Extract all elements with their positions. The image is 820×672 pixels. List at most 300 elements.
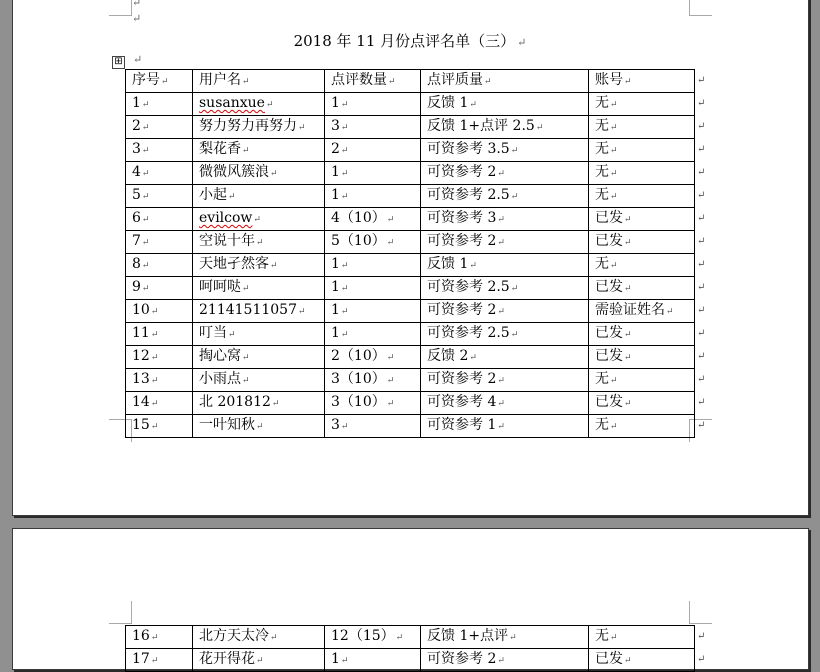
cell-end-mark: ↵: [497, 238, 505, 248]
cell-end-mark: ↵: [340, 100, 349, 110]
cell-number[interactable]: [126, 323, 193, 346]
cell-review-quality[interactable]: [421, 185, 589, 208]
cell-account[interactable]: [589, 346, 695, 369]
cell-review-count[interactable]: [325, 300, 421, 323]
cell-text: 21141511057: [199, 302, 297, 318]
cell-number[interactable]: [126, 277, 193, 300]
cell-username[interactable]: [193, 162, 325, 185]
cell-text: 可资参考 2: [427, 651, 497, 667]
header-number[interactable]: [126, 70, 193, 93]
cell-end-mark: ↵: [610, 192, 618, 202]
cell-review-count[interactable]: [325, 231, 421, 254]
table-row: [126, 277, 695, 300]
cell-end-mark: ↵: [150, 633, 159, 643]
cell-text: 空说十年: [199, 233, 255, 249]
cell-username[interactable]: [193, 185, 325, 208]
cell-text: 17: [132, 651, 150, 667]
cell-end-mark: ↵: [510, 192, 519, 202]
cell-end-mark: ↵: [150, 330, 159, 340]
cell-review-count[interactable]: [325, 392, 421, 415]
cell-text: 呵呵哒: [199, 279, 241, 295]
table-row: [126, 162, 695, 185]
cell-text: 北 201812: [199, 394, 271, 410]
cell-end-mark: ↵: [270, 169, 278, 179]
table-row: [126, 93, 695, 116]
cell-number[interactable]: [126, 300, 193, 323]
cell-end-mark: ↵: [298, 123, 306, 133]
cell-text: susanxue: [199, 95, 265, 111]
cell-text: 天地孑然客: [199, 256, 269, 272]
cell-review-count[interactable]: [325, 185, 421, 208]
cell-text: 5: [132, 187, 141, 203]
cell-end-mark: ↵: [242, 146, 250, 156]
review-list-table: [125, 69, 695, 438]
cell-end-mark: ↵: [388, 77, 396, 87]
cell-username[interactable]: [193, 323, 325, 346]
cell-text: 无: [595, 164, 609, 180]
cell-text: 可资参考 3: [427, 210, 497, 226]
table-row: [126, 231, 695, 254]
row-end-mark: ↵: [697, 74, 706, 86]
cell-review-count[interactable]: [325, 139, 421, 162]
table-row: [126, 300, 695, 323]
row-end-mark: ↵: [697, 212, 706, 224]
cell-text: 4（10）: [331, 210, 386, 226]
table-row: [126, 254, 695, 277]
cell-number[interactable]: [126, 139, 193, 162]
table-row: [126, 346, 695, 369]
review-list-table-continued: [125, 625, 695, 672]
row-end-mark: ↵: [697, 166, 706, 178]
cell-end-mark: ↵: [610, 146, 618, 156]
cell-text: 无: [595, 417, 609, 433]
cell-text: 3（10）: [331, 394, 386, 410]
cell-text: 5（10）: [331, 233, 386, 249]
cell-text: 1: [132, 95, 141, 111]
cell-end-mark: ↵: [150, 399, 159, 409]
cell-review-quality[interactable]: [421, 626, 589, 649]
cell-number[interactable]: [126, 93, 193, 116]
cell-account[interactable]: [589, 626, 695, 649]
cell-end-mark: ↵: [610, 261, 618, 271]
cell-text: 反馈 1+点评 2.5: [427, 118, 535, 134]
cell-end-mark: ↵: [271, 399, 280, 409]
cell-review-count[interactable]: [325, 369, 421, 392]
cell-review-quality[interactable]: [421, 300, 589, 323]
cell-end-mark: ↵: [497, 169, 505, 179]
cell-text: 账号: [595, 72, 623, 88]
cell-text: 无: [595, 141, 609, 157]
cell-review-quality[interactable]: [421, 93, 589, 116]
cell-account[interactable]: [589, 369, 695, 392]
cell-end-mark: ↵: [624, 238, 632, 248]
cell-text: 小雨点: [199, 371, 241, 387]
cell-end-mark: ↵: [510, 284, 519, 294]
cell-text: 10: [132, 302, 150, 318]
cell-end-mark: ↵: [150, 307, 159, 317]
cell-account[interactable]: [589, 231, 695, 254]
cell-text: 可资参考 2: [427, 302, 497, 318]
cell-end-mark: ↵: [469, 353, 477, 363]
cell-end-mark: ↵: [497, 656, 505, 666]
cell-end-mark: ↵: [340, 146, 349, 156]
cell-text: 13: [132, 371, 150, 387]
cell-account[interactable]: [589, 93, 695, 116]
cell-end-mark: ↵: [610, 633, 618, 643]
cell-end-mark: ↵: [497, 422, 505, 432]
crop-mark-top-left: [109, 0, 132, 16]
cell-text: 梨花香: [199, 141, 241, 157]
document-title-text: 2018 年 11 月份点评名单（三）: [293, 32, 516, 50]
cell-text: 1: [331, 279, 340, 295]
cell-end-mark: ↵: [510, 146, 519, 156]
row-end-mark: ↵: [697, 396, 706, 408]
cell-text: 15: [132, 417, 150, 433]
cell-username[interactable]: [193, 116, 325, 139]
cell-account[interactable]: [589, 277, 695, 300]
cell-review-count[interactable]: [325, 415, 421, 438]
cell-text: 序号: [132, 72, 160, 88]
row-end-mark: ↵: [697, 327, 706, 339]
cell-end-mark: ↵: [253, 215, 261, 225]
cell-end-mark: ↵: [386, 238, 395, 248]
cell-end-mark: ↵: [497, 399, 505, 409]
cell-end-mark: ↵: [141, 192, 150, 202]
cell-number[interactable]: [126, 208, 193, 231]
cell-text: 用户名: [199, 72, 241, 88]
cell-end-mark: ↵: [386, 376, 395, 386]
cell-account[interactable]: [589, 323, 695, 346]
cell-text: 叮当: [199, 325, 227, 341]
table-move-handle[interactable]: ⊞: [112, 56, 125, 69]
cell-text: 1: [331, 651, 340, 667]
cell-text: 花开得花: [199, 651, 255, 667]
cell-review-count[interactable]: [325, 93, 421, 116]
cell-review-count[interactable]: [325, 649, 421, 672]
cell-end-mark: ↵: [624, 77, 632, 87]
cell-text: 反馈 1: [427, 95, 469, 111]
cell-text: 已发: [595, 279, 623, 295]
cell-text: 11: [132, 325, 150, 341]
cell-review-quality[interactable]: [421, 369, 589, 392]
cell-number[interactable]: [126, 346, 193, 369]
cell-end-mark: ↵: [610, 169, 618, 179]
cell-text: 1: [331, 187, 340, 203]
cell-end-mark: ↵: [150, 376, 159, 386]
cell-text: 小起: [199, 187, 227, 203]
cell-number[interactable]: [126, 626, 193, 649]
cell-number[interactable]: [126, 231, 193, 254]
cell-text: 无: [595, 371, 609, 387]
row-end-mark: ↵: [697, 189, 706, 201]
cell-account[interactable]: [589, 649, 695, 672]
cell-review-quality[interactable]: [421, 277, 589, 300]
table-row: [126, 626, 695, 649]
table-row: [126, 185, 695, 208]
cell-username[interactable]: [193, 139, 325, 162]
cell-end-mark: ↵: [386, 399, 395, 409]
cell-text: 已发: [595, 394, 623, 410]
row-end-mark: ↵: [697, 97, 706, 109]
cell-username[interactable]: [193, 392, 325, 415]
cell-account[interactable]: [589, 162, 695, 185]
cell-text: 无: [595, 628, 609, 644]
cell-end-mark: ↵: [242, 284, 250, 294]
cell-text: 一叶知秋: [199, 417, 255, 433]
cell-username[interactable]: [193, 300, 325, 323]
cell-number[interactable]: [126, 649, 193, 672]
header-account[interactable]: [589, 70, 695, 93]
cell-text: 可资参考 4: [427, 394, 497, 410]
cell-end-mark: ↵: [624, 215, 632, 225]
cell-review-count[interactable]: [325, 254, 421, 277]
paragraph-mark: ↵: [133, 53, 143, 66]
cell-end-mark: ↵: [270, 261, 278, 271]
crop-mark-top-right: [689, 0, 712, 16]
cell-end-mark: ↵: [228, 330, 236, 340]
cell-review-count[interactable]: [325, 626, 421, 649]
cell-end-mark: ↵: [340, 656, 349, 666]
cell-text: 已发: [595, 210, 623, 226]
cell-text: 16: [132, 628, 150, 644]
cell-end-mark: ↵: [624, 399, 632, 409]
cell-review-count[interactable]: [325, 162, 421, 185]
cell-account[interactable]: [589, 185, 695, 208]
cell-end-mark: ↵: [141, 261, 150, 271]
cell-end-mark: ↵: [666, 307, 674, 317]
cell-review-quality[interactable]: [421, 649, 589, 672]
cell-text: 2（10）: [331, 348, 386, 364]
cell-username[interactable]: [193, 649, 325, 672]
cell-text: 掏心窝: [199, 348, 241, 364]
header-review-count[interactable]: [325, 70, 421, 93]
cell-end-mark: ↵: [624, 656, 632, 666]
cell-text: 已发: [595, 325, 623, 341]
cell-end-mark: ↵: [610, 123, 618, 133]
cell-end-mark: ↵: [141, 284, 150, 294]
cell-text: 12（15）: [331, 628, 395, 644]
cell-text: 1: [331, 325, 340, 341]
cell-end-mark: ↵: [141, 146, 150, 156]
cell-text: 可资参考 3.5: [427, 141, 510, 157]
cell-end-mark: ↵: [256, 238, 264, 248]
cell-account[interactable]: [589, 392, 695, 415]
cell-text: 可资参考 2: [427, 233, 497, 249]
cell-end-mark: ↵: [340, 307, 349, 317]
cell-text: 需验证姓名: [595, 302, 665, 318]
cell-text: 3: [132, 141, 141, 157]
cell-end-mark: ↵: [141, 123, 150, 133]
cell-text: 已发: [595, 233, 623, 249]
table-row: [126, 369, 695, 392]
cell-text: 无: [595, 95, 609, 111]
cell-text: 可资参考 2: [427, 164, 497, 180]
cell-end-mark: ↵: [497, 376, 505, 386]
row-end-mark: ↵: [697, 258, 706, 270]
cell-end-mark: ↵: [242, 376, 250, 386]
cell-end-mark: ↵: [141, 169, 150, 179]
cell-text: 无: [595, 118, 609, 134]
cell-end-mark: ↵: [624, 353, 632, 363]
cell-review-quality[interactable]: [421, 208, 589, 231]
cell-text: 3: [331, 417, 340, 433]
cell-text: 1: [331, 302, 340, 318]
cell-number[interactable]: [126, 415, 193, 438]
cell-end-mark: ↵: [256, 656, 264, 666]
cell-review-quality[interactable]: [421, 392, 589, 415]
cell-end-mark: ↵: [340, 422, 349, 432]
cell-username[interactable]: [193, 254, 325, 277]
cell-end-mark: ↵: [497, 215, 505, 225]
cell-username[interactable]: [193, 346, 325, 369]
cell-text: 3（10）: [331, 371, 386, 387]
cell-text: 点评数量: [331, 72, 387, 88]
cell-text: 4: [132, 164, 141, 180]
cell-review-count[interactable]: [325, 116, 421, 139]
cell-username[interactable]: [193, 93, 325, 116]
document-title: [0, 30, 820, 51]
cell-end-mark: ↵: [340, 330, 349, 340]
cell-text: 点评质量: [427, 72, 483, 88]
cell-number[interactable]: [126, 185, 193, 208]
cell-end-mark: ↵: [340, 284, 349, 294]
table-row: [126, 649, 695, 672]
cell-text: 可资参考 1: [427, 417, 497, 433]
crop-mark-top-right: [689, 601, 712, 624]
cell-review-quality[interactable]: [421, 254, 589, 277]
cell-review-quality[interactable]: [421, 162, 589, 185]
cell-end-mark: ↵: [510, 330, 519, 340]
row-end-mark: ↵: [697, 120, 706, 132]
row-end-mark: ↵: [697, 350, 706, 362]
cell-review-quality[interactable]: [421, 116, 589, 139]
cell-text: 可资参考 2.5: [427, 325, 510, 341]
cell-end-mark: ↵: [150, 656, 159, 666]
cell-end-mark: ↵: [297, 307, 306, 317]
cell-end-mark: ↵: [150, 422, 159, 432]
cell-text: 微微风簇浪: [199, 164, 269, 180]
cell-account[interactable]: [589, 300, 695, 323]
cell-account[interactable]: [589, 208, 695, 231]
table-row: [126, 415, 695, 438]
cell-review-count[interactable]: [325, 277, 421, 300]
cell-text: 无: [595, 256, 609, 272]
paragraph-mark: ↵: [132, 0, 142, 9]
cell-text: 3: [331, 118, 340, 134]
cell-end-mark: ↵: [270, 633, 278, 643]
cell-end-mark: ↵: [242, 353, 250, 363]
cell-account[interactable]: [589, 254, 695, 277]
cell-number[interactable]: [126, 392, 193, 415]
cell-end-mark: ↵: [610, 422, 618, 432]
cell-text: 1: [331, 256, 340, 272]
cell-text: 反馈 1: [427, 256, 469, 272]
cell-text: 6: [132, 210, 141, 226]
paragraph-mark: ↵: [132, 12, 142, 25]
cell-end-mark: ↵: [386, 353, 395, 363]
cell-text: 可资参考 2.5: [427, 187, 510, 203]
cell-account[interactable]: [589, 415, 695, 438]
row-end-mark: ↵: [697, 143, 706, 155]
cell-text: 2: [132, 118, 141, 134]
cell-review-quality[interactable]: [421, 323, 589, 346]
row-end-mark: ↵: [697, 281, 706, 293]
cell-text: 努力努力再努力: [199, 118, 297, 134]
cell-review-count[interactable]: [325, 346, 421, 369]
cell-number[interactable]: [126, 254, 193, 277]
paragraph-mark: ↵: [517, 36, 527, 49]
cell-text: 反馈 2: [427, 348, 469, 364]
cell-text: 1: [331, 164, 340, 180]
cell-end-mark: ↵: [535, 123, 544, 133]
cell-review-count[interactable]: [325, 323, 421, 346]
cell-number[interactable]: [126, 369, 193, 392]
cell-end-mark: ↵: [610, 376, 618, 386]
cell-end-mark: ↵: [395, 633, 404, 643]
table-header-row: [126, 70, 695, 93]
cell-text: 可资参考 2: [427, 371, 497, 387]
cell-review-quality[interactable]: [421, 139, 589, 162]
cell-username[interactable]: [193, 626, 325, 649]
cell-username[interactable]: [193, 208, 325, 231]
cell-end-mark: ↵: [242, 77, 250, 87]
cell-end-mark: ↵: [340, 261, 349, 271]
cell-text: 7: [132, 233, 141, 249]
table-row: [126, 208, 695, 231]
cell-end-mark: ↵: [340, 192, 349, 202]
cell-end-mark: ↵: [256, 422, 264, 432]
table-row: [126, 392, 695, 415]
cell-number[interactable]: [126, 162, 193, 185]
cell-review-quality[interactable]: [421, 346, 589, 369]
cell-text: 北方天太冷: [199, 628, 269, 644]
header-username[interactable]: [193, 70, 325, 93]
cell-username[interactable]: [193, 277, 325, 300]
cell-end-mark: ↵: [497, 307, 505, 317]
cell-username[interactable]: [193, 231, 325, 254]
cell-end-mark: ↵: [469, 100, 477, 110]
row-end-mark: ↵: [697, 419, 706, 431]
cell-number[interactable]: [126, 116, 193, 139]
cell-text: 14: [132, 394, 150, 410]
row-end-mark: ↵: [697, 653, 706, 665]
cell-text: 9: [132, 279, 141, 295]
table-row: [126, 116, 695, 139]
cell-review-quality[interactable]: [421, 415, 589, 438]
table-row: [126, 139, 695, 162]
row-end-mark: ↵: [697, 235, 706, 247]
cell-end-mark: ↵: [340, 123, 349, 133]
cell-text: 已发: [595, 651, 623, 667]
cell-text: 8: [132, 256, 141, 272]
cell-review-count[interactable]: [325, 208, 421, 231]
cell-end-mark: ↵: [624, 330, 632, 340]
cell-account[interactable]: [589, 139, 695, 162]
cell-username[interactable]: [193, 369, 325, 392]
cell-end-mark: ↵: [265, 100, 274, 110]
row-end-mark: ↵: [697, 630, 706, 642]
cell-end-mark: ↵: [150, 353, 159, 363]
cell-end-mark: ↵: [228, 192, 236, 202]
cell-end-mark: ↵: [624, 284, 632, 294]
cell-username[interactable]: [193, 415, 325, 438]
header-review-quality[interactable]: [421, 70, 589, 93]
cell-text: 1: [331, 95, 340, 111]
cell-account[interactable]: [589, 116, 695, 139]
cell-review-quality[interactable]: [421, 231, 589, 254]
cell-text: evilcow: [199, 210, 253, 226]
cell-text: 无: [595, 187, 609, 203]
